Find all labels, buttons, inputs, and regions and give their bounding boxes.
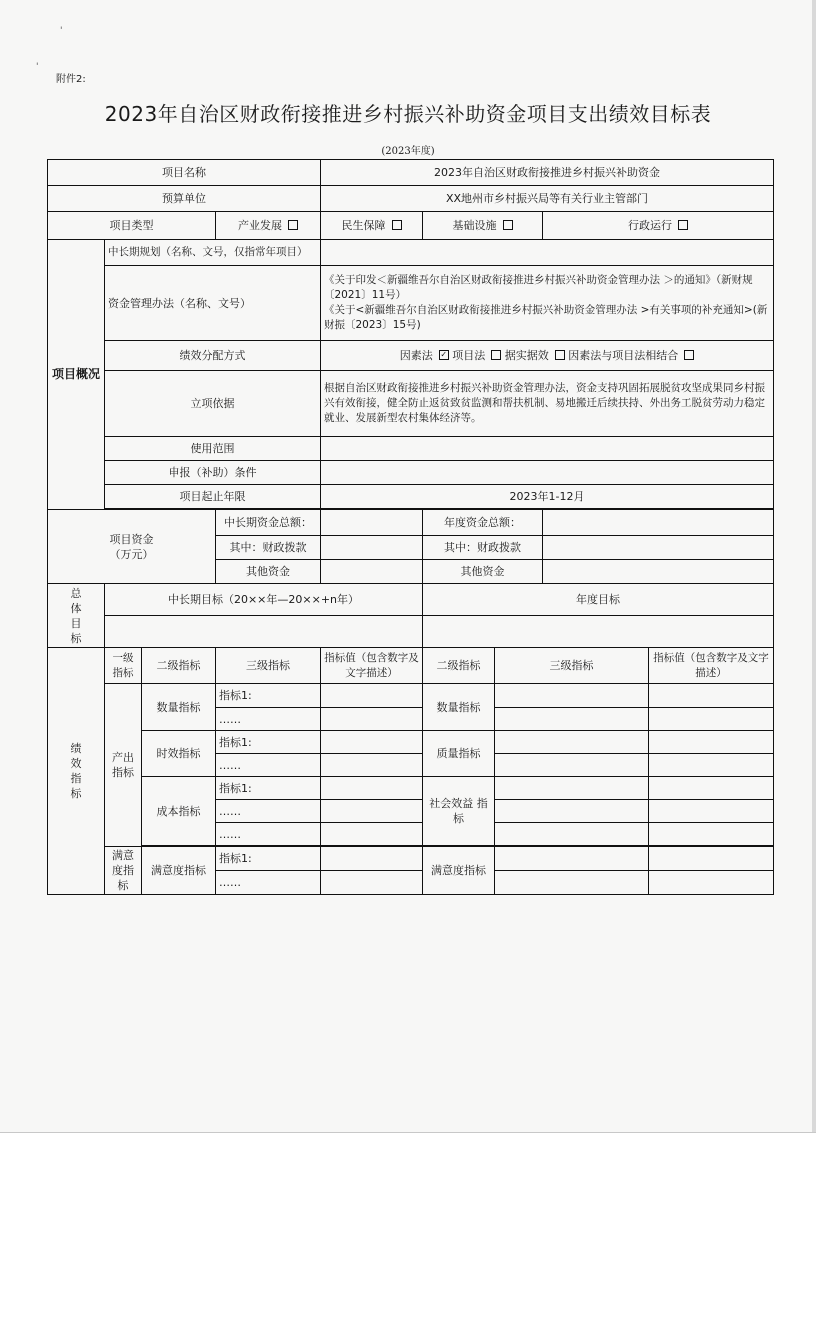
row-basis [48,371,774,437]
index-cell[interactable]: …… [216,871,321,895]
index-cell-b[interactable] [495,871,649,895]
value-cell-b[interactable] [649,708,774,731]
allocation-option-label: 据实据效 [504,349,549,362]
row-timeliness-1 [48,731,774,754]
indicators-section-label [48,648,105,895]
header-level2-b: 二级指标 [423,648,495,684]
index-cell[interactable]: 指标1: [216,731,321,754]
midterm-total-label: 中长期资金总额： [216,510,321,536]
value-cell[interactable] [321,777,423,800]
row-goals-header [48,584,774,616]
midterm-plan-label: 中长期规划（名称、文号，仅指常年项目） [105,240,321,266]
value-cell[interactable] [321,871,423,895]
scan-mark: ' [60,26,63,36]
midterm-goal-label: 中长期目标（20××年—20××+n年） [105,584,423,616]
value-cell[interactable] [321,800,423,823]
checkbox[interactable] [491,350,501,360]
fiscal-value-b[interactable] [543,536,774,560]
value-cell[interactable] [321,754,423,777]
goals-char: 体 [70,601,82,615]
index-cell-b[interactable] [495,731,649,754]
row-project-type [48,212,774,240]
value-cell-b[interactable] [649,684,774,708]
indicators-char: 标 [70,787,82,800]
value-cell-b[interactable] [649,800,774,823]
indicators-char: 绩 [70,742,82,755]
checkbox[interactable] [678,220,688,230]
indicators-char: 效 [70,757,82,770]
row-indicator-header [48,648,774,684]
checkbox[interactable] [288,220,298,230]
checkbox[interactable] [392,220,402,230]
budget-unit-label: 预算单位 [48,186,321,212]
page-title: 2023年自治区财政衔接推进乡村振兴补助资金项目支出绩效目标表 [104,102,712,126]
index-cell-b[interactable] [495,847,649,871]
annual-goal-label: 年度目标 [423,584,774,616]
value-cell-b[interactable] [649,777,774,800]
index-cell[interactable]: …… [216,823,321,846]
performance-target-table [47,159,774,895]
header-level1: 一级指标 [105,648,142,684]
index-cell[interactable]: 指标1: [216,777,321,800]
row-quantity-1 [48,684,774,708]
project-type-label: 项目类型 [48,212,216,240]
fiscal-value[interactable] [321,536,423,560]
type-label: 行政运行 [628,219,673,232]
funds-section-label [48,510,216,584]
condition-label: 申报（补助）条件 [105,461,321,485]
type-label: 产业发展 [238,219,282,232]
type-label: 基础设施 [452,219,497,232]
checkbox[interactable] [439,350,449,360]
value-cell[interactable] [321,708,423,731]
row-condition [48,461,774,485]
allocation-option-label: 因素法与项目法相结合 [568,349,679,362]
index-cell[interactable]: …… [216,708,321,731]
row-satisfaction-1 [48,847,774,871]
timeliness-label: 时效指标 [142,731,216,777]
scan-mark: ' [36,62,39,72]
fiscal-label: 其中：财政拨款 [216,536,321,560]
period-value: 2023年1-12月 [321,485,774,509]
overview-section-label: 项目概况 [48,240,105,510]
row-fund-total [48,510,774,536]
type-option[interactable] [423,212,543,240]
checkbox[interactable] [503,220,513,230]
allocation-option-label: 项目法 [452,349,486,362]
header-value: 指标值（包含数字及文字描述） [321,648,423,684]
indicators-char: 指 [70,772,82,785]
index-cell[interactable]: 指标1: [216,847,321,871]
type-option[interactable] [216,212,321,240]
basis-text: 根据自治区财政衔接推进乡村振兴补助资金管理办法，资金支持巩固拓展脱贫攻坚成果同乡村振兴有效衔接，健全防止返贫致贫监测和帮扶机制、易地搬迁后续扶持、外出务工脱贫劳动力稳定就业、发展新型农村集体经济等。 [321,371,774,437]
index-cell-b[interactable] [495,684,649,708]
index-cell-b[interactable] [495,777,649,800]
header-value-b: 指标值（包含数字及文字描述） [649,648,774,684]
value-cell[interactable] [321,847,423,871]
index-cell-b[interactable] [495,708,649,731]
checkbox[interactable] [684,350,694,360]
goals-char: 标 [70,631,82,645]
header-level3: 三级指标 [216,648,321,684]
midterm-plan-value[interactable] [321,240,774,266]
row-project-name [48,160,774,186]
value-cell-b[interactable] [649,871,774,895]
index-cell[interactable]: …… [216,800,321,823]
row-scope [48,437,774,461]
page-edge-shadow [812,0,816,1132]
checkbox[interactable] [555,350,565,360]
other-value[interactable] [321,560,423,584]
fund-method-line2: 《关于<新疆维吾尔自治区财政衔接推进乡村振兴补助资金管理办法 >有关事项的补充通知>(新财振〔2023〕15号) [324,304,768,331]
value-cell-b[interactable] [649,754,774,777]
goals-char: 目 [70,616,82,630]
quantity-label-b: 数量指标 [423,684,495,731]
value-cell-b[interactable] [649,847,774,871]
scope-value[interactable] [321,437,774,461]
allocation-option-label: 因素法 [399,349,433,362]
goals-char: 总 [70,586,82,600]
fund-method-value [321,266,774,341]
fund-method-line1: 《关于印发＜新疆维吾尔自治区财政衔接推进乡村振兴补助资金管理办法 ＞的通知》（新财规〔2021〕11号） [324,274,753,301]
other-label-b: 其他资金 [423,560,543,584]
annual-total-label: 年度资金总额： [423,510,543,536]
satisfaction-label-b: 满意度指标 [423,847,495,895]
value-cell[interactable] [321,731,423,754]
social-benefit-label-b: 社会效益 指标 [423,777,495,846]
index-cell[interactable]: 指标1: [216,684,321,708]
value-cell[interactable] [321,684,423,708]
allocation-label: 绩效分配方式 [105,341,321,371]
row-cost-1 [48,777,774,800]
type-option[interactable] [543,212,774,240]
value-cell-b[interactable] [649,731,774,754]
condition-value[interactable] [321,461,774,485]
row-fund-method [48,266,774,341]
basis-label: 立项依据 [105,371,321,437]
row-midterm-plan [48,240,774,266]
midterm-goal-value[interactable] [105,616,423,648]
index-cell-b[interactable] [495,754,649,777]
annual-goal-value[interactable] [423,616,774,648]
fiscal-label-b: 其中：财政拨款 [423,536,543,560]
project-name-label: 项目名称 [48,160,321,186]
row-period [48,485,774,509]
project-name-value: 2023年自治区财政衔接推进乡村振兴补助资金 [321,160,774,186]
satisfaction-level1-label: 满意度指标 [105,847,142,895]
row-budget-unit [48,186,774,212]
allocation-options [321,341,774,371]
other-value-b[interactable] [543,560,774,584]
index-cell-b[interactable] [495,800,649,823]
header-level3-b: 三级指标 [495,648,649,684]
quality-label-b: 质量指标 [423,731,495,777]
output-indicator-label: 产出指标 [105,684,142,847]
value-cell-b[interactable] [649,823,774,846]
header-level2: 二级指标 [142,648,216,684]
goals-section-label [48,584,105,648]
satisfaction-level2-label: 满意度指标 [142,847,216,895]
period-label: 项目起止年限 [105,485,321,509]
index-cell[interactable]: …… [216,754,321,777]
other-label: 其他资金 [216,560,321,584]
budget-unit-value: XX地州市乡村振兴局等有关行业主管部门 [321,186,774,212]
cost-label: 成本指标 [142,777,216,846]
type-option[interactable] [321,212,423,240]
row-goals-values [48,616,774,648]
scope-label: 使用范围 [105,437,321,461]
funds-label-line1: 项目资金 [109,532,154,546]
funds-label-line2: （万元） [109,547,154,561]
attachment-label: 附件2: [56,74,86,85]
quantity-label: 数量指标 [142,684,216,731]
value-cell[interactable] [321,823,423,846]
row-allocation [48,341,774,371]
midterm-total-value[interactable] [321,510,423,536]
fund-method-label: 资金管理办法（名称、文号） [105,266,321,341]
year-label: (2023年度) [381,146,435,157]
annual-total-value[interactable] [543,510,774,536]
index-cell-b[interactable] [495,823,649,846]
type-label: 民生保障 [341,219,386,232]
